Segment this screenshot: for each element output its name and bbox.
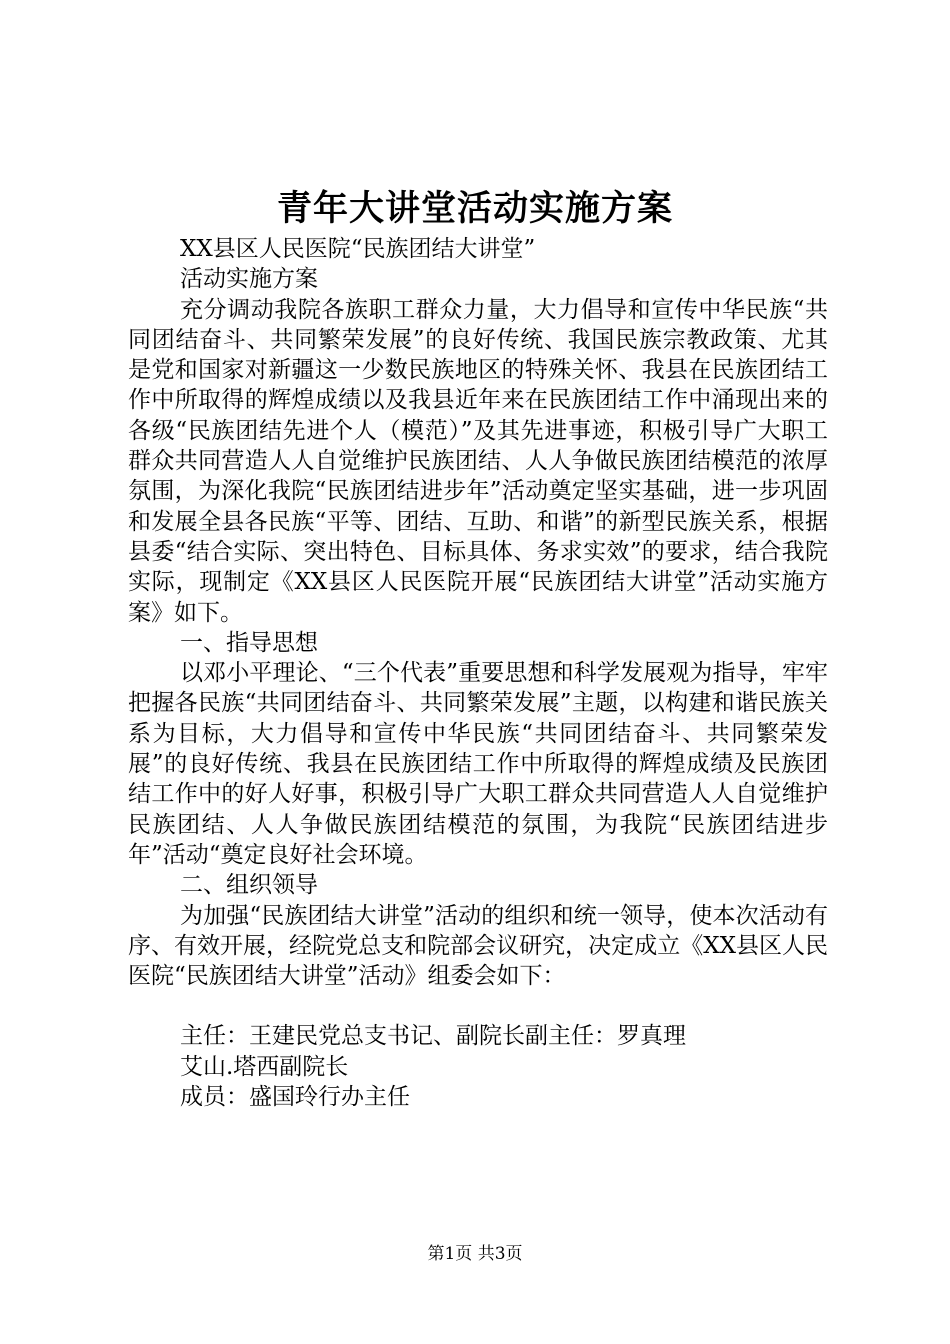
organization-paragraph: 为加强“民族团结大讲堂”活动的组织和统一领导，使本次活动有序、有效开展，经院党总支和院部会议研究，决定成立《XX县区人民医院“民族团结大讲堂”活动》组委会如下： xyxy=(128,902,828,990)
document-body xyxy=(128,234,828,1112)
committee-members-line: 成员：盛国玲行办主任 xyxy=(180,1084,410,1111)
section-heading-guiding-ideology: 一、指导思想 xyxy=(180,629,318,656)
plan-heading: 活动实施方案 xyxy=(180,266,318,293)
hospital-heading: XX县区人民医院“民族团结大讲堂” xyxy=(180,236,536,262)
guiding-ideology-paragraph: 以邓小平理论、“三个代表”重要思想和科学发展观为指导，牢牢把握各民族“共同团结奋斗、共同繁荣发展”主题，以构建和谐民族关系为目标，大力倡导和宣传中华民族“共同团结奋斗、共同繁荣发展”的良好传统、我县在民族团结工作中所取得的辉煌成绩及民族团结工作中的好人好事，积极引导广大职工群众共同营造人人自觉维护民族团结、人人争做民族团结模范的氛围，为我院“民族团结进步年”活动“奠定良好社会环境。 xyxy=(128,660,828,868)
committee-deputy-line: 艾山.塔西副院长 xyxy=(180,1053,349,1080)
document-title: 青年大讲堂活动实施方案 xyxy=(276,188,673,229)
section-heading-organization: 二、组织领导 xyxy=(180,872,318,899)
intro-paragraph: 充分调动我院各族职工群众力量，大力倡导和宣传中华民族“共同团结奋斗、共同繁荣发展”的良好传统、我国民族宗教政策、尤其是党和国家对新疆这一少数民族地区的特殊关怀、我县在民族团结工作中所取得的辉煌成绩以及我县近年来在民族团结工作中涌现出来的各级“民族团结先进个人（模范）”及其先进事迹，积极引导广大职工群众共同营造人人自觉维护民族团结、人人争做民族团结模范的浓厚氛围，为深化我院“民族团结进步年”活动奠定坚实基础，进一步巩固和发展全县各民族“平等、团结、互助、和谐”的新型民族关系，根据县委“结合实际、突出特色、目标具体、务求实效”的要求，结合我院实际，现制定《XX县区人民医院开展“民族团结大讲堂”活动实施方案》如下。 xyxy=(128,296,828,626)
paragraph-spacer xyxy=(128,991,828,1021)
committee-director-line: 主任：王建民党总支书记、副院长副主任：罗真理 xyxy=(180,1023,686,1050)
page-number: 第1页 共3页 xyxy=(427,1244,523,1264)
